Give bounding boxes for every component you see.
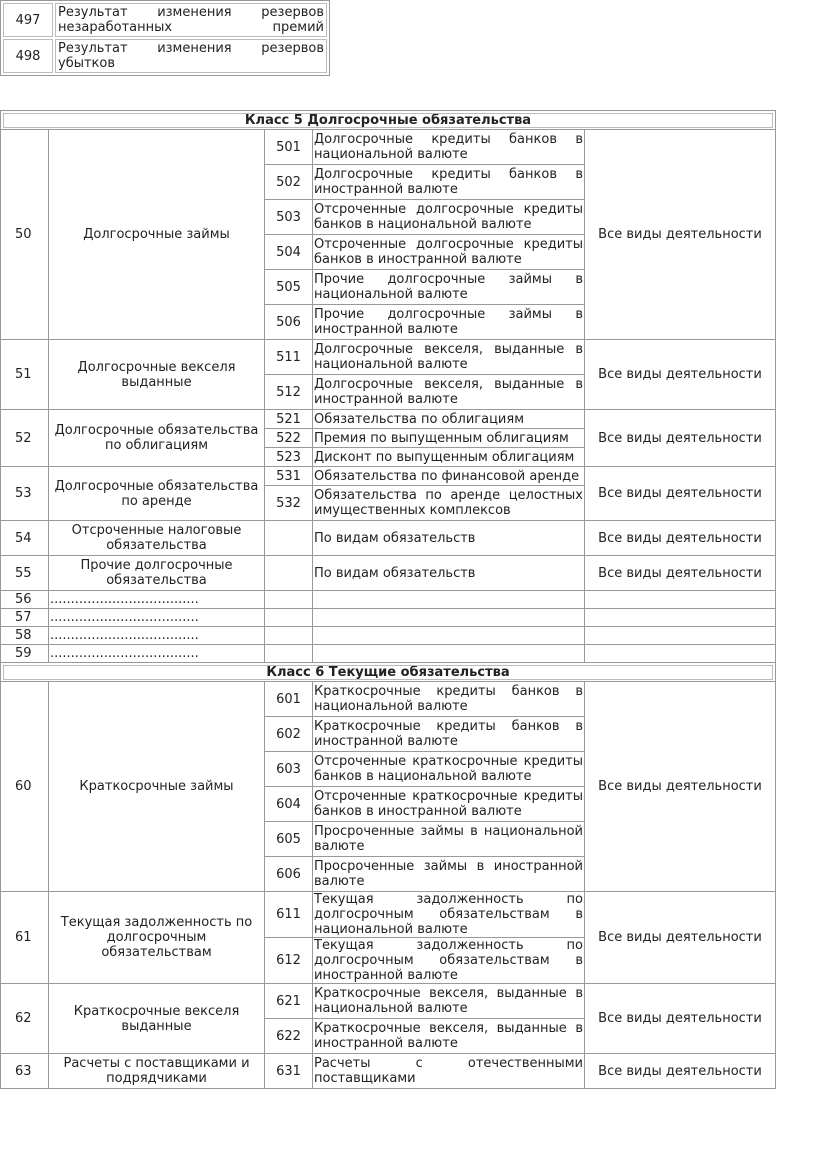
- account-description: [313, 822, 585, 857]
- account-description-text: Дисконт по выпущенным облигациям: [314, 449, 575, 465]
- activity-type: [585, 609, 776, 627]
- account-code: 503: [265, 200, 313, 235]
- group-code: 50: [1, 130, 49, 340]
- class-title: [1, 663, 776, 682]
- account-code: 506: [265, 305, 313, 340]
- activity-type: Все виды деятельности: [585, 984, 776, 1054]
- group-name: [49, 410, 265, 467]
- account-description: [313, 375, 585, 410]
- account-description: [313, 235, 585, 270]
- account-description: [313, 467, 585, 486]
- group-name-placeholder: ....................................: [49, 609, 265, 627]
- group-code: 54: [1, 521, 49, 556]
- table-row: [1, 521, 776, 556]
- table-row: [1, 467, 776, 486]
- activity-type: Все виды деятельности: [585, 130, 776, 340]
- account-description-text: Краткосрочные векселя, выданные в национальной валюте: [314, 986, 583, 1016]
- account-code: 522: [265, 429, 313, 448]
- account-code: 602: [265, 717, 313, 752]
- account-code: [265, 591, 313, 609]
- group-name: [49, 892, 265, 984]
- account-code: 512: [265, 375, 313, 410]
- activity-type: Все виды деятельности: [585, 467, 776, 521]
- account-description-text: Краткосрочные векселя, выданные в иностранной валюте: [314, 1021, 583, 1051]
- account-description-text: Долгосрочные кредиты банков в национальной валюте: [314, 132, 583, 162]
- account-description-text: Расчеты с отечественными поставщиками: [314, 1056, 583, 1086]
- account-description-text: Текущая задолженность по долгосрочным обязательствам в национальной валюте: [314, 892, 583, 937]
- account-description-text: Просроченные займы в иностранной валюте: [314, 859, 583, 889]
- group-name: [49, 340, 265, 410]
- account-code: 606: [265, 857, 313, 892]
- account-code: 532: [265, 486, 313, 521]
- group-name: [49, 130, 265, 340]
- group-code: 59: [1, 645, 49, 663]
- table-row: [1, 645, 776, 663]
- account-description: [313, 448, 585, 467]
- activity-type: Все виды деятельности: [585, 556, 776, 591]
- group-code: 62: [1, 984, 49, 1054]
- account-description: По видам обязательств: [313, 521, 585, 556]
- activity-type: Все виды деятельности: [585, 682, 776, 892]
- account-code: 631: [265, 1054, 313, 1089]
- account-description: [313, 1019, 585, 1054]
- account-code: 531: [265, 467, 313, 486]
- account-code: 523: [265, 448, 313, 467]
- account-description: Результат изменения резервов незаработанных премий: [55, 3, 327, 37]
- group-name-text: Отсроченные налоговые обязательства: [71, 523, 242, 553]
- account-description: [313, 717, 585, 752]
- group-code: 61: [1, 892, 49, 984]
- group-code: 60: [1, 682, 49, 892]
- account-code: 601: [265, 682, 313, 717]
- activity-type: Все виды деятельности: [585, 340, 776, 410]
- table-row: [3, 3, 327, 37]
- account-description: [313, 429, 585, 448]
- account-code: 604: [265, 787, 313, 822]
- account-code: 505: [265, 270, 313, 305]
- group-name: [49, 556, 265, 591]
- account-description-text: Обязательства по облигациям: [314, 411, 525, 427]
- table-row: [1, 340, 776, 375]
- account-code: 502: [265, 165, 313, 200]
- class-title-text: Класс 6 Текущие обязательства: [2, 664, 774, 681]
- account-code: 497: [3, 3, 53, 37]
- account-description-text: Отсроченные долгосрочные кредиты банков в иностранной валюте: [314, 237, 583, 267]
- account-code: 511: [265, 340, 313, 375]
- activity-type: [585, 645, 776, 663]
- account-description: Результат изменения резервов убытков: [55, 39, 327, 73]
- table-row: [1, 130, 776, 165]
- group-code: 63: [1, 1054, 49, 1089]
- group-name-text: Текущая задолженность по долгосрочным обязательствам: [60, 915, 253, 960]
- account-description: [313, 609, 585, 627]
- account-code: [265, 556, 313, 591]
- account-description: [313, 130, 585, 165]
- account-code: 603: [265, 752, 313, 787]
- account-description: [313, 892, 585, 938]
- activity-type: Все виды деятельности: [585, 1054, 776, 1089]
- class-header-row: [1, 111, 776, 130]
- table-row: [1, 556, 776, 591]
- account-code: 504: [265, 235, 313, 270]
- account-description: [313, 627, 585, 645]
- table-row: [1, 682, 776, 717]
- table-row: [1, 984, 776, 1019]
- account-description-text: Обязательства по финансовой аренде: [314, 468, 580, 484]
- account-description: [313, 1054, 585, 1089]
- account-description: [313, 984, 585, 1019]
- activity-type: Все виды деятельности: [585, 892, 776, 984]
- account-description: [313, 938, 585, 984]
- group-code: 56: [1, 591, 49, 609]
- account-description-text: Отсроченные краткосрочные кредиты банков в национальной валюте: [314, 754, 583, 784]
- account-description: [313, 645, 585, 663]
- table-row: [1, 627, 776, 645]
- chart-of-accounts-table: [0, 110, 776, 1089]
- group-name-placeholder: ....................................: [49, 627, 265, 645]
- group-name: [49, 682, 265, 892]
- account-code: [265, 627, 313, 645]
- class-header-row: [1, 663, 776, 682]
- group-code: 55: [1, 556, 49, 591]
- account-description: [313, 340, 585, 375]
- account-description-text: Отсроченные долгосрочные кредиты банков в национальной валюте: [314, 202, 583, 232]
- account-description-text: Краткосрочные кредиты банков в иностранной валюте: [314, 719, 583, 749]
- account-code: 611: [265, 892, 313, 938]
- account-description: [313, 682, 585, 717]
- group-name: [49, 1054, 265, 1089]
- group-name-text: Долгосрочные векселя выданные: [77, 359, 236, 390]
- group-name: [49, 984, 265, 1054]
- group-code: 52: [1, 410, 49, 467]
- account-code: 622: [265, 1019, 313, 1054]
- group-name-text: Краткосрочные займы: [79, 779, 234, 794]
- account-code: 605: [265, 822, 313, 857]
- class-title: [1, 111, 776, 130]
- account-code: 521: [265, 410, 313, 429]
- account-code: 621: [265, 984, 313, 1019]
- account-code: [265, 609, 313, 627]
- account-description: [313, 787, 585, 822]
- account-description: По видам обязательств: [313, 556, 585, 591]
- group-name-text: Долгосрочные займы: [83, 227, 230, 242]
- account-description: [313, 486, 585, 521]
- group-name: [49, 521, 265, 556]
- table-row: [1, 591, 776, 609]
- account-description-text: Отсроченные краткосрочные кредиты банков в иностранной валюте: [314, 789, 583, 819]
- group-code: 58: [1, 627, 49, 645]
- table-row: [1, 410, 776, 429]
- account-description-text: Прочие долгосрочные займы в национальной валюте: [314, 272, 583, 302]
- account-description-text: Краткосрочные кредиты банков в национальной валюте: [314, 684, 583, 714]
- account-description: [313, 410, 585, 429]
- account-code: 501: [265, 130, 313, 165]
- account-description-text: Долгосрочные векселя, выданные в национальной валюте: [314, 342, 583, 372]
- account-description-text: Обязательства по аренде целостных имущественных комплексов: [314, 488, 583, 518]
- account-description: [313, 752, 585, 787]
- account-description-text: Долгосрочные кредиты банков в иностранной валюте: [314, 167, 583, 197]
- group-name-text: Прочие долгосрочные обязательства: [80, 558, 233, 588]
- account-description-text: Просроченные займы в национальной валюте: [314, 824, 583, 854]
- activity-type: [585, 591, 776, 609]
- group-name-placeholder: ....................................: [49, 645, 265, 663]
- group-code: 57: [1, 609, 49, 627]
- table-row: [3, 39, 327, 73]
- account-description: [313, 270, 585, 305]
- account-description-text: Текущая задолженность по долгосрочным обязательствам в иностранной валюте: [314, 938, 583, 983]
- table-row: [1, 892, 776, 938]
- account-description-text: Прочие долгосрочные займы в иностранной валюте: [314, 307, 583, 337]
- group-name: [49, 467, 265, 521]
- table-row: [1, 609, 776, 627]
- account-code: [265, 645, 313, 663]
- account-code: 498: [3, 39, 53, 73]
- account-description: [313, 165, 585, 200]
- group-name-text: Долгосрочные обязательства по облигациям: [54, 423, 259, 453]
- table-row: [1, 1054, 776, 1089]
- account-description-text: Долгосрочные векселя, выданные в иностранной валюте: [314, 377, 583, 407]
- class-title-text: Класс 5 Долгосрочные обязательства: [2, 112, 774, 129]
- top-accounts-table: [0, 0, 330, 76]
- activity-type: Все виды деятельности: [585, 410, 776, 467]
- group-name-text: Долгосрочные обязательства по аренде: [54, 478, 259, 509]
- activity-type: [585, 627, 776, 645]
- account-code: [265, 521, 313, 556]
- account-description: [313, 591, 585, 609]
- group-code: 51: [1, 340, 49, 410]
- group-name-text: Краткосрочные векселя выданные: [73, 1003, 240, 1034]
- account-description: [313, 305, 585, 340]
- group-name-placeholder: ....................................: [49, 591, 265, 609]
- group-code: 53: [1, 467, 49, 521]
- account-description-text: Премия по выпущенным облигациям: [314, 430, 569, 446]
- account-description: [313, 200, 585, 235]
- activity-type: Все виды деятельности: [585, 521, 776, 556]
- account-description: [313, 857, 585, 892]
- account-code: 612: [265, 938, 313, 984]
- group-name-text: Расчеты с поставщиками и подрядчиками: [63, 1056, 250, 1086]
